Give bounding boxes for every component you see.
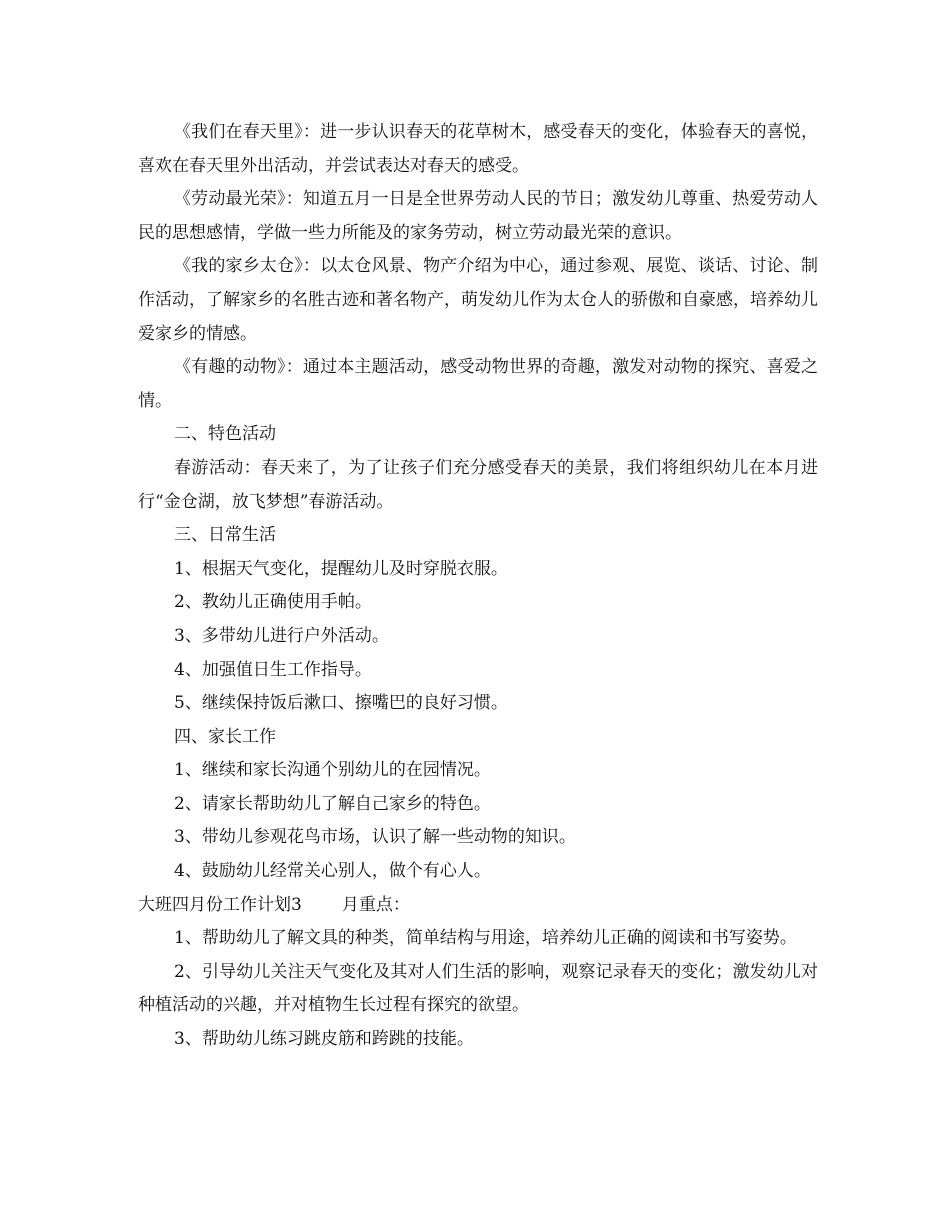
section-heading-parent-work: 四、家长工作	[174, 726, 276, 747]
list-item-daily-1: 1、根据天气变化，提醒幼儿及时穿脱衣服。	[174, 558, 508, 579]
list-item-parent-2: 2、请家长帮助幼儿了解自己家乡的特色。	[174, 793, 491, 814]
focus-item-3: 3、帮助幼儿练习跳皮筋和跨跳的技能。	[174, 1029, 474, 1050]
focus-item-2: 2、引导幼儿关注天气变化及其对人们生活的影响，观察记录春天的变化；激发幼儿对种植活动的兴趣，并对植物生长过程有探究的欲望。	[138, 961, 818, 1016]
section-heading-special-activities: 二、特色活动	[174, 424, 276, 445]
document-body	[138, 116, 818, 1057]
paragraph-spring-outing: 春游活动：春天来了，为了让孩子们充分感受春天的美景，我们将组织幼儿在本月进行“金仓湖，放飞梦想”春游活动。	[138, 457, 818, 512]
plan-heading-title: 大班四月份工作计划3	[138, 894, 302, 915]
list-item-parent-4: 4、鼓励幼儿经常关心别人，做个有心人。	[174, 861, 491, 882]
list-item-daily-5: 5、继续保持饭后漱口、擦嘴巴的良好习惯。	[174, 693, 508, 714]
list-item-daily-3: 3、多带幼儿进行户外活动。	[174, 625, 389, 646]
plan-heading-focus: 月重点：	[341, 894, 410, 915]
list-item-parent-1: 1、继续和家长沟通个别幼儿的在园情况。	[174, 760, 491, 781]
list-item-daily-4: 4、加强值日生工作指导。	[174, 659, 372, 680]
focus-item-1: 1、帮助幼儿了解文具的种类，简单结构与用途，培养幼儿正确的阅读和书写姿势。	[174, 928, 797, 949]
paragraph-spring-theme: 《我们在春天里》：进一步认识春天的花草树木，感受春天的变化，体验春天的喜悦，喜欢在春天里外出活动，并尝试表达对春天的感受。	[138, 122, 818, 176]
list-item-daily-2: 2、教幼儿正确使用手帕。	[174, 592, 372, 613]
section-heading-daily-life: 三、日常生活	[174, 525, 276, 546]
plan-heading	[138, 889, 818, 923]
paragraph-labor-theme: 《劳动最光荣》：知道五月一日是全世界劳动人民的节日；激发幼儿尊重、热爱劳动人民的思想感情，学做一些力所能及的家务劳动，树立劳动最光荣的意识。	[138, 189, 818, 243]
list-item-parent-3: 3、带幼儿参观花鸟市场，认识了解一些动物的知识。	[174, 827, 576, 848]
paragraph-hometown-theme: 《我的家乡太仓》：以太仓风景、物产介绍为中心，通过参观、展览、谈话、讨论、制作活动，了解家乡的名胜古迹和著名物产，萌发幼儿作为太仓人的骄傲和自豪感，培养幼儿爱家乡的情感。	[138, 256, 818, 344]
paragraph-animal-theme: 《有趣的动物》：通过本主题活动，感受动物世界的奇趣，激发对动物的探究、喜爱之情。	[138, 357, 818, 411]
